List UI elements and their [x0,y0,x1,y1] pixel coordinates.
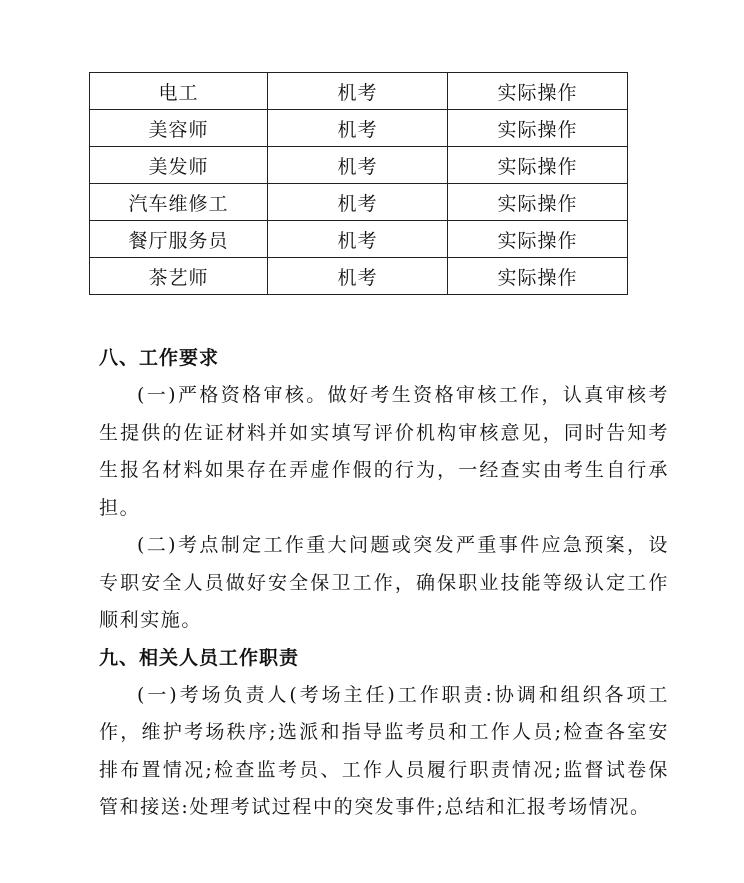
section-heading-staff-duties: 九、相关人员工作职责 [99,646,300,669]
skill-exam-cell: 实际操作 [448,147,628,184]
skill-exam-cell: 实际操作 [448,110,628,147]
theory-exam-cell: 机考 [268,147,448,184]
table-row [90,73,628,110]
theory-exam-cell: 机考 [268,110,448,147]
paragraph-qualification-review: (一)严格资格审核。做好考生资格审核工作，认真审核考生提供的佐证材料并如实填写评价机构审核意见，同时告知考生报名材料如果存在弄虚作假的行为，一经查实由考生自行承担。 [99,384,669,519]
table-row [90,258,628,295]
section-heading-work-requirements: 八、工作要求 [99,347,220,369]
exam-method-table [89,72,628,295]
skill-exam-cell: 实际操作 [448,221,628,258]
table-row [90,147,628,184]
occupation-cell: 电工 [90,73,268,110]
body-text [99,340,669,827]
theory-exam-cell: 机考 [268,184,448,221]
theory-exam-cell: 机考 [268,258,448,295]
table-row [90,184,628,221]
skill-exam-cell: 实际操作 [448,184,628,221]
theory-exam-cell: 机考 [268,73,448,110]
theory-exam-cell: 机考 [268,221,448,258]
occupation-cell: 美发师 [90,147,268,184]
paragraph-emergency-plan: (二)考点制定工作重大问题或突发严重事件应急预案，设专职安全人员做好安全保卫工作，确保职业技能等级认定工作顺利实施。 [99,534,669,631]
occupation-cell: 茶艺师 [90,258,268,295]
table-row [90,110,628,147]
occupation-cell: 汽车维修工 [90,184,268,221]
occupation-cell: 餐厅服务员 [90,221,268,258]
skill-exam-cell: 实际操作 [448,258,628,295]
paragraph-venue-head-duties: (一)考场负责人(考场主任)工作职责:协调和组织各项工作，维护考场秩序;选派和指导监考员和工作人员;检查各室安排布置情况;检查监考员、工作人员履行职责情况;监督试卷保管和接送:处理考试过程中的突发事件;总结和汇报考场情况。 [99,683,669,818]
table-row [90,221,628,258]
skill-exam-cell: 实际操作 [448,73,628,110]
occupation-cell: 美容师 [90,110,268,147]
